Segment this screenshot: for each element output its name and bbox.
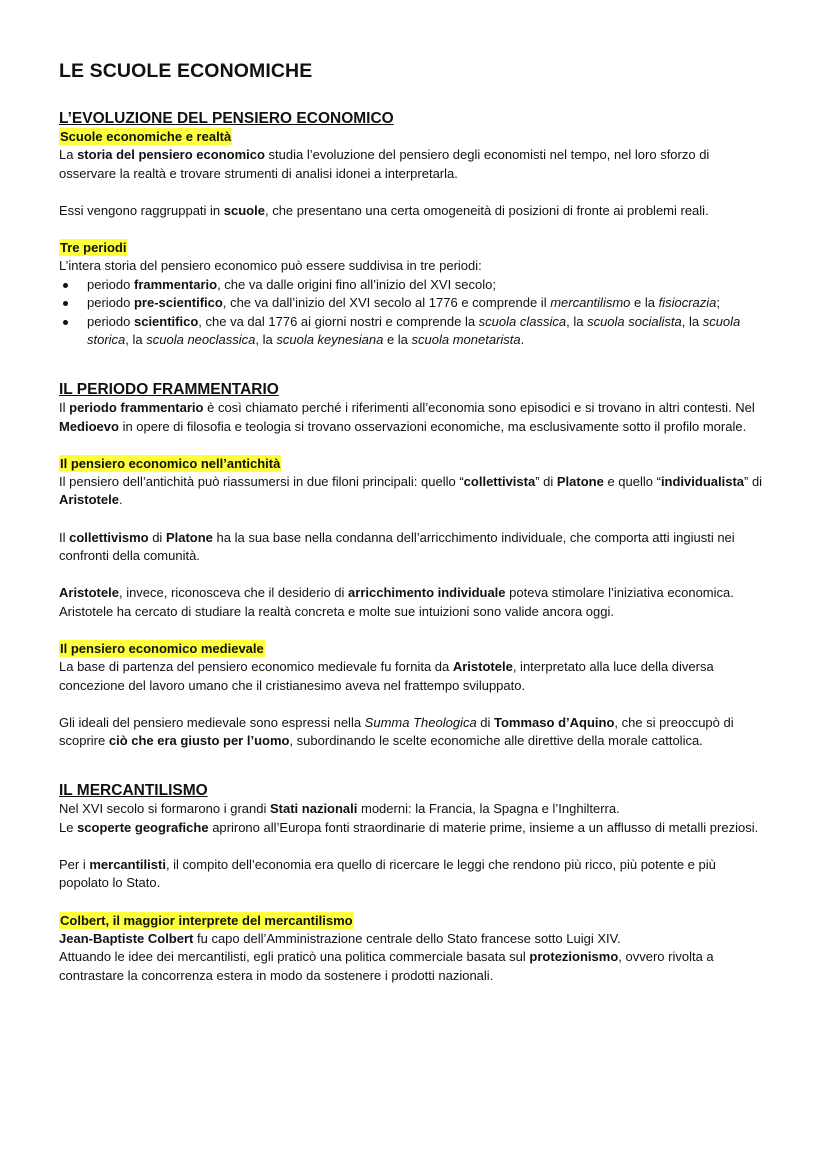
subheading-medievale: Il pensiero economico medievale [60, 641, 264, 657]
paragraph: Gli ideali del pensiero medievale sono espressi nella Summa Theologica di Tommaso d’Aquino, che si preoccupò di scoprire ciò che era giusto per l’uomo, subordinando le scelte economiche alle direttive della morale cattolica. [59, 714, 734, 749]
list-item: periodo scientifico, che va dal 1776 ai giorni nostri e comprende la scuola classica, la scuola socialista, la scuola storica, la scuola neoclassica, la scuola keynesiana e la scuola monetarista. [59, 313, 768, 350]
paragraph: La storia del pensiero economico studia l’evoluzione del pensiero degli economisti nel tempo, nel loro sforzo di osservare la realtà e trovare strumenti di analisi idonei a interpretarla. [59, 147, 710, 181]
paragraph: Attuando le idee dei mercantilisti, egli praticò una politica commerciale basata sul protezionismo, ovvero rivolta a contrastare la concorrenza estera in modo da sostenere i prodotti nazionali. [59, 949, 714, 983]
section-heading-evoluzione: L’EVOLUZIONE DEL PENSIERO ECONOMICO [59, 110, 394, 127]
paragraph: Nel XVI secolo si formarono i grandi Stati nazionali moderni: la Francia, la Spagna e l’Inghilterra. [59, 801, 620, 817]
list-item: periodo frammentario, che va dalle origini fino all’inizio del XVI secolo; [59, 276, 768, 295]
paragraph: Il pensiero dell’antichità può riassumersi in due filoni principali: quello “collettivista” di Platone e quello “individualista” di Aristotele. [59, 473, 763, 508]
document-title: LE SCUOLE ECONOMICHE [59, 60, 313, 82]
section-heading-mercantilismo: IL MERCANTILISMO [59, 782, 208, 800]
list-item: periodo pre-scientifico, che va dall’inizio del XVI secolo al 1776 e comprende il mercantilismo e la fisiocrazia; [59, 294, 768, 313]
periods-list [59, 276, 768, 350]
paragraph: Jean-Baptiste Colbert fu capo dell’Amministrazione centrale dello Stato francese sotto Luigi XIV. [59, 930, 621, 946]
paragraph: Essi vengono raggruppati in scuole, che presentano una certa omogeneità di posizioni di fronte ai problemi reali. [59, 202, 709, 218]
subheading-scuole-realta: Scuole economiche e realtà [60, 129, 232, 144]
section-heading-frammentario: IL PERIODO FRAMMENTARIO [59, 380, 279, 398]
paragraph: Aristotele, invece, riconosceva che il desiderio di arricchimento individuale poteva stimolare l’iniziativa economica. Aristotele ha cercato di studiare la realtà concreta e molte sue intuizioni sono valide ancora oggi. [59, 585, 734, 619]
paragraph: L’intera storia del pensiero economico può essere suddivisa in tre periodi: [59, 257, 482, 273]
paragraph: Il collettivismo di Platone ha la sua base nella condanna dell’arricchimento individuale, che comporta atti ingiusti nei confronti della comunità. [59, 529, 735, 564]
paragraph: La base di partenza del pensiero economico medievale fu fornita da Aristotele, interpretato alla luce della diversa concezione del lavoro umano che il cristianesimo aveva nel frattempo sviluppato. [59, 659, 714, 693]
subheading-colbert: Colbert, il maggior interprete del mercantilismo [60, 912, 353, 928]
paragraph: Il periodo frammentario è così chiamato perché i riferimenti all’economia sono episodici e si trovano in altri contesti. Nel Medioevo in opere di filosofia e teologia si trovano osservazioni economiche, ma esclusivamente sotto il profilo morale. [59, 399, 755, 434]
subheading-tre-periodi: Tre periodi [60, 239, 127, 255]
paragraph: Per i mercantilisti, il compito dell’economia era quello di ricercare le leggi che rendono più ricco, più potente e più popolato lo Stato. [59, 856, 716, 891]
subheading-antichita: Il pensiero economico nell’antichità [60, 455, 281, 471]
paragraph: Le scoperte geografiche aprirono all’Europa fonti straordinarie di materie prime, insieme a un afflusso di metalli preziosi. [59, 819, 759, 835]
